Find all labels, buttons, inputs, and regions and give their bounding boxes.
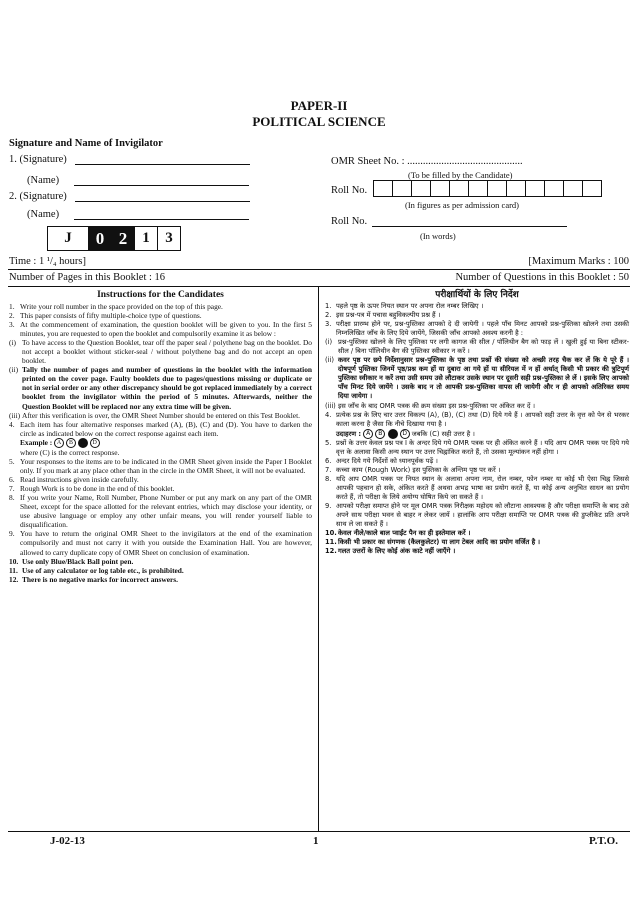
roll-box[interactable] (392, 180, 412, 197)
roll-box[interactable] (563, 180, 583, 197)
roll-box[interactable] (411, 180, 431, 197)
roll-box[interactable] (582, 180, 602, 197)
code-digit: 0 (89, 227, 112, 250)
divider (8, 269, 630, 270)
footer-paper-code: J-02-13 (50, 835, 85, 847)
roll-words-label: Roll No. (331, 216, 368, 227)
option-circle-c-filled: C (388, 429, 398, 439)
code-digit: 1 (135, 227, 158, 250)
list-item: 2. इस प्रश्न-पत्र में पचास बहुविकल्पीय प्रश्न हैं । (325, 311, 441, 320)
roll-box[interactable] (373, 180, 393, 197)
option-circle-a: A (54, 438, 64, 448)
sig-label: 1. (Signature) (9, 154, 67, 165)
roll-number-label: Roll No. (331, 185, 368, 196)
name-line (74, 185, 249, 186)
example-note: where (C) is the correct response. (20, 448, 120, 457)
divider (8, 286, 630, 287)
list-item: 1. Write your roll number in the space provided on the top of this page. (9, 302, 223, 311)
list-subitem: (i) प्रश्न-पुस्तिका खोलने के लिए पुस्तिका पर लगी कागज की सील / पॉलिथीन बैग को फाड़ लें । खुली हुई या बिना स्टीकर-सील / बिना पॉलिथीन बैग की पुस्तिका स्वीकार न करें । (325, 338, 629, 356)
column-divider (318, 286, 319, 831)
list-item: 12. There is no negative marks for incorrect answers. (9, 574, 179, 584)
name-label: (Name) (27, 209, 60, 220)
questions-count: Number of Questions in this Booklet : 50 (455, 272, 629, 283)
roll-number-note: (In figures as per admission card) (405, 200, 520, 210)
option-circle-b: B (66, 438, 76, 448)
option-circle-a: A (363, 429, 373, 439)
list-item: 3. परीक्षा प्रारम्भ होने पर, प्रश्न-पुस्तिका आपको दे दी जायेगी । पहले पाँच मिनट आपको प्रश्न-पुस्तिका खोलने तथा उसकी निम्नलिखित जाँच के लिए दिये जायेंगे, जिसकी जाँच आपको अवश्य करनी है : (325, 320, 629, 338)
code-digit: 3 (165, 230, 173, 246)
list-item: 6. अन्दर दिये गये निर्देशों को ध्यानपूर्वक पढ़ें । (325, 456, 438, 465)
omr-dots: ............................................ (407, 156, 523, 167)
list-subitem: (i) To have access to the Question Booklet, tear off the paper seal / polythene bag on the booklet. Do not accept a booklet without sticker-seal / without polythene bag and do not accept an open booklet. (9, 338, 312, 366)
roll-box[interactable] (544, 180, 564, 197)
roll-box[interactable] (506, 180, 526, 197)
list-subitem: (ii) कवर पृष्ठ पर छपे निर्देशानुसार प्रश्न-पुस्तिका के पृष्ठ तथा प्रश्नों की संख्या को अच्छी तरह चैक कर लें कि ये पूरे हैं । दोषपूर्ण पुस्तिका जिनमें पृष्ठ/प्रश्न कम हों या दुबारा आ गये हों या सीरियल में न हों अर्थात् किसी भी प्रकार की त्रुटिपूर्ण पुस्तिका स्वीकार न करें तथा उसी समय उसे लौटाकर उसके स्थान पर दूसरी सही प्रश्न-पुस्तिका ले लें । इसके लिए आपको पाँच मिनट दिये जायेंगे । उसके बाद न तो आपकी प्रश्न-पुस्तिका वापस ली जायेगी और न ही आपको अतिरिक्त समय दिया जायेगा । (325, 356, 629, 401)
roll-number-words (331, 216, 567, 227)
omr-label: OMR Sheet No. : (331, 156, 405, 167)
roll-box[interactable] (468, 180, 488, 197)
invigilator-2-signature (9, 191, 250, 202)
list-item: 4. प्रत्येक प्रश्न के लिए चार उत्तर विकल्प (A), (B), (C) तथा (D) दिये गये हैं । आपको सही उत्तर के वृत्त को पेन से भरकर काला करना है जैसा कि नीचे दिखाया गया है । (325, 410, 629, 428)
signature-line (75, 201, 250, 202)
signature-line (75, 164, 250, 165)
pages-count: Number of Pages in this Booklet : 16 (9, 272, 166, 283)
option-circle-c-filled: C (78, 438, 88, 448)
list-item: 3. At the commencement of examination, the question booklet will be given to you. In the first 5 minutes, you are requested to open the booklet and compulsorily examine it as below : (9, 320, 312, 339)
code-letter: J (48, 227, 89, 250)
instructions-hindi (325, 289, 629, 556)
invigilator-2-name (27, 209, 249, 220)
list-item: 10. केवल नीले/काले बाल प्वाईंट पैन का ही इस्तेमाल करें । (325, 529, 471, 538)
roll-box[interactable] (525, 180, 545, 197)
list-subitem: (ii) Tally the number of pages and number of questions in the booklet with the information printed on the cover page. Faulty booklets due to pages/questions missing or duplicate or not in serial order or any other discrepancy should be got replaced immediately by a correct booklet from the invigilator within the period of 5 minutes. Afterwards, neither the Question Booklet will be replaced nor any extra time will be given. (9, 365, 312, 411)
list-subitem: (iii) After this verification is over, the OMR Sheet Number should be entered on this Test Booklet. (9, 410, 300, 420)
option-circle-d: D (90, 438, 100, 448)
code-digit: 2 (112, 227, 135, 250)
sig-label: 2. (Signature) (9, 191, 67, 202)
paper-code-box (47, 226, 181, 251)
option-circle-b: B (375, 429, 385, 439)
example-row: Example : A B C D (9, 438, 312, 448)
invigilator-1-signature (9, 154, 250, 165)
time-label: Time : 1 ¹/₄ hours] (9, 256, 87, 267)
list-item: 6. Read instructions given inside carefully. (9, 475, 139, 485)
roll-box[interactable] (430, 180, 450, 197)
invigilator-heading: Signature and Name of Invigilator (9, 138, 163, 149)
name-line (74, 219, 249, 220)
invigilator-1-name (27, 175, 249, 186)
pto-label: P.T.O. (588, 835, 618, 847)
list-item: 9. You have to return the original OMR Sheet to the invigilators at the end of the examination compulsorily and must not carry it with you outside the Examination Hall. You are however, allowed to carry duplicate copy of OMR Sheet on conclusion of examination. (9, 529, 312, 557)
max-marks: [Maximum Marks : 100 (528, 256, 629, 267)
list-item: 12. गलत उत्तरों के लिए कोई अंक काटे नहीं जाएँगे । (325, 547, 456, 556)
name-label: (Name) (27, 175, 60, 186)
instructions-heading-hindi: परीक्षार्थियों के लिए निर्देश (435, 290, 519, 300)
omr-sheet-number (331, 156, 523, 167)
instructions-english (9, 289, 312, 584)
roll-words-line (372, 226, 567, 227)
list-item: 8. If you write your Name, Roll Number, Phone Number or put any mark on any part of the OMR Sheet, except for the space allotted for the relevant entries, which may disclose your identity, or use abusive language or employ any other unfair means, you will render yourself liable to disqualification. (9, 493, 312, 530)
list-item: 10. Use only Blue/Black Ball point pen. (9, 556, 134, 566)
option-circle-d: D (400, 429, 410, 439)
list-item: 2. This paper consists of fifty multiple-choice type of questions. (9, 311, 202, 321)
list-item: 5. प्रश्नों के उत्तर केवल प्रश्न पत्र I के अन्दर दिये गये OMR पत्रक पर ही अंकित करने हैं । यदि आप OMR पत्रक पर दिये गये वृत्त के अलावा किसी अन्य स्थान पर उत्तर चिह्नांकित करते हैं, तो उसका मूल्यांकन नहीं होगा । (325, 438, 629, 456)
example-row-hindi: उदाहरण : A B C D जबकि (C) सही उत्तर है । (336, 429, 475, 438)
instructions-heading: Instructions for the Candidates (97, 290, 224, 300)
page-number: 1 (313, 835, 319, 847)
list-item: 4. Each item has four alternative responses marked (A), (B), (C) and (D). You have to darken the circle as indicated below on the correct response against each item. (9, 419, 312, 438)
roll-box[interactable] (449, 180, 469, 197)
subject-title: POLITICAL SCIENCE (252, 114, 386, 129)
list-item: 11. किसी भी प्रकार का संगणक (कैलकुलेटर) या लाग टेबल आदि का प्रयोग वर्जित है । (325, 538, 541, 547)
omr-note: (To be filled by the Candidate) (408, 170, 513, 180)
divider (8, 831, 630, 832)
list-item: 5. Your responses to the items are to be indicated in the OMR Sheet given inside the Paper I Booklet only. If you mark at any place other than in the circle in the OMR Sheet, it will not be evaluated. (9, 457, 312, 476)
list-subitem: (iii) इस जाँच के बाद OMR पत्रक की क्रम संख्या इस प्रश्न-पुस्तिका पर अंकित कर दें । (325, 401, 536, 410)
paper-title: PAPER-II (290, 98, 348, 113)
list-item: 8. यदि आप OMR पत्रक पर नियत स्थान के अलावा अपना नाम, रोल नम्बर, फोन नम्बर या कोई भी ऐसा चिह्न जिससे आपकी पहचान हो सके, अंकित करते हैं अथवा अभद्र भाषा का प्रयोग करते हैं, या कोई अन्य अनुचित साधन का प्रयोग करते हैं, तो परीक्षा के लिये अयोग्य घोषित किये जा सकते हैं । (325, 474, 629, 501)
roll-number-boxes (374, 180, 602, 197)
list-item: 7. Rough Work is to be done in the end of this booklet. (9, 484, 175, 494)
roll-box[interactable] (487, 180, 507, 197)
list-item: 9. आपको परीक्षा समाप्त होने पर मूल OMR पत्रक निरीक्षक महोदय को लौटाना आवश्यक है और परीक्षा समाप्ति के बाद उसे अपने साथ परीक्षा भवन से बाहर न लेकर जायें । हालांकि आप परीक्षा समाप्ति पर OMR पत्रक की डुप्लीकेट प्रति अपने साथ ले जा सकते हैं । (325, 502, 629, 529)
list-item: 7. कच्चा काम (Rough Work) इस पुस्तिका के अन्तिम पृष्ठ पर करें । (325, 465, 501, 474)
roll-words-note: (In words) (420, 231, 456, 241)
list-item: 11. Use of any calculator or log table etc., is prohibited. (9, 565, 184, 575)
list-item: 1. पहले पृष्ठ के ऊपर नियत स्थान पर अपना रोल नम्बर लिखिए । (325, 302, 484, 310)
